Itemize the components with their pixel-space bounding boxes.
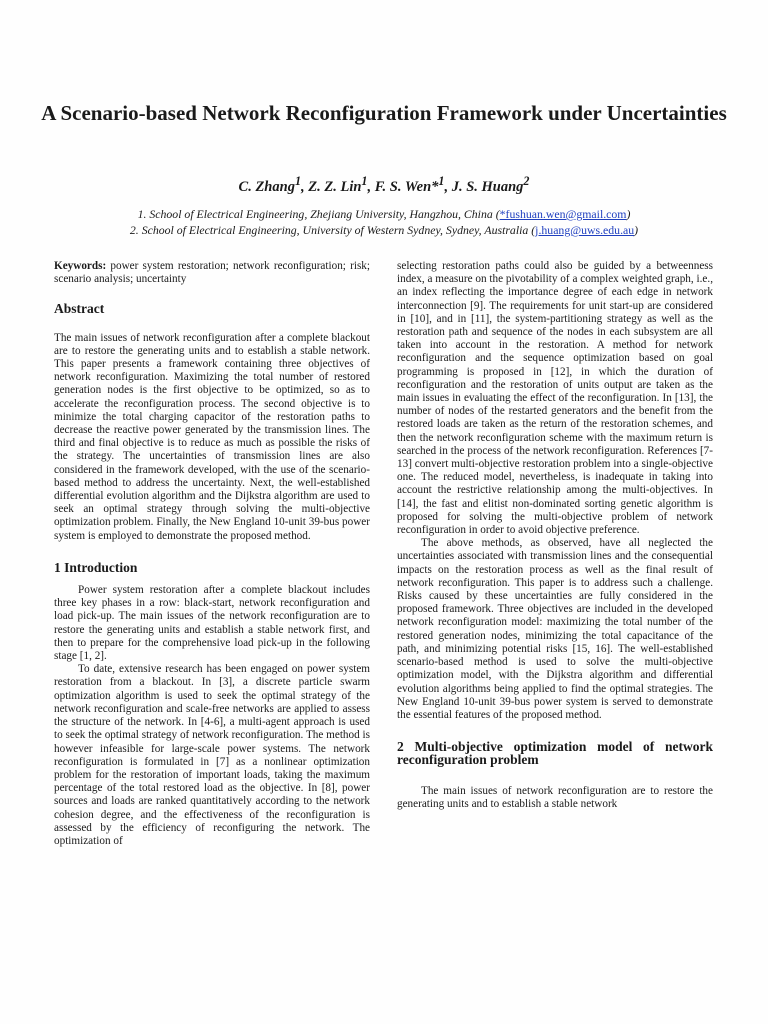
author-affil-sup: 1 [438,174,445,188]
intro-paragraph-2: To date, extensive research has been engaged on power system restoration from a blackout. In [3], a discrete particle swarm optimization algorithm is used to seek the optimal strategy of the network reconfiguration and scale-free networks are applied to assess the structure of the network. In [4-6], a multi-agent approach is used to seek the optimal strategy of network reconfiguration. The method is however infeasible for large-scale power systems. The network reconfiguration is formulated in [7] as a nonlinear optimization problem for the restoration of important loads, taking the maximum percentage of the total restored load as the objective. In [8], power sources and loads are ranked quantitatively according to the network cohesion degree, and the effectiveness of the reconfiguration is assessed by the efficiency of reconfiguring the network. The optimization of [54,663,370,847]
author-affil-sup: 1 [294,174,301,188]
section-2-heading: 2 Multi-objective optimization model of network reconfiguration problem [397,739,713,768]
abstract-heading: Abstract [54,301,105,317]
body-paragraph: selecting restoration paths could also be guided by a betweenness index, a measure on the pivotability of a complex weighted graph, i.e., an index reflecting the importance degree of each edge in network interconnection [9]. The requirements for unit start-up are considered in [10], and in [11], the system-partitioning strategy as well as the restoration path and sequence of the nodes in each subsystem are all taken into account in the restoration. A method for network reconfiguration and the sequence optimization based on goal programming is proposed in [12], in which the duration of reconfiguration and the restoration of units output are taken as the main issues in evaluating the effect of the reconfiguration. In [13], the number of nodes of the restarted generators and the benefit from the restored loads are taken as the return of the restoration schemes, and then the network reconfiguration scheme with the maximum return is searched in the process of the network reconfiguration. References [7-13] convert multi-objective restoration problem into a single-objective one. The reduced model, nevertheless, is inadequate in taking into account the restrictive relationship among the multi-objectives. In [14], the fast and elitist non-dominated sorting genetic algorithm is proposed for solving the multi-objective problem of network reconfiguration in order to avoid objective preference. [397,260,713,537]
email-link[interactable]: j.huang@uws.edu.au [535,223,635,237]
right-column [397,260,713,811]
author-name: F. S. Wen* [374,178,439,195]
body-paragraph: The above methods, as observed, have all neglected the uncertainties associated with transmission lines and the consequential impacts on the restoration process as well as the final result of network reconfiguration. This paper is to address such a challenge. Risks caused by these uncertainties are fully considered in the proposed framework. Three objectives are included in the developed network reconfiguration model: maximizing the total number of the restored generation nodes, minimizing the total capacitance of the path, and minimizing potential risks [15, 16]. The well-established scenario-based method is used to solve the multi-objective optimization model, with the Dijkstra algorithm and differential evolution algorithms being applied to find the optimal strategies. The New England 10-unit 39-bus power system is served to demonstrate the essential features of the proposed method. [397,537,713,721]
paper-title: A Scenario-based Network Reconfiguration Framework under Uncertainties [41,101,727,125]
intro-paragraph-1: Power system restoration after a complete blackout includes three key phases in a row: black-start, network reconfiguration and load pick-up. The main issues of the network reconfiguration are to restore the generating units and establish a stable network first, and then to prepare for the comprehensive load pick-up in the following stage [1, 2]. [54,584,370,663]
affiliation-1: 1. School of Electrical Engineering, Zhejiang University, Hangzhou, China (*fushuan.wen@gmail.com) [137,207,631,221]
section-2-paragraph: The main issues of network reconfiguration are to restore the generating units and to establish a stable network [397,784,713,810]
author-affil-sup: 1 [361,174,368,188]
author-name: C. Zhang [238,178,295,195]
author-affil-sup: 2 [523,174,530,188]
left-column [54,260,370,848]
author-name: Z. Z. Lin [308,178,362,195]
abstract-text: The main issues of network reconfiguration after a complete blackout are to restore the generating units and to establish a stable network. This paper presents a framework containing three objectives of network reconfiguration. Maximizing the total number of restored generation nodes is the first objective to be optimized, so as to accelerate the reconfiguration process. The second objective is to minimize the total charging capacitor of the restoration paths to decrease the reactive power generated by the transmission lines. The third and final objective is to reduce as much as possible the risks of the strategy. The uncertainties of transmission lines are also considered in the framework developed, with the use of the scenario-based method to address the uncertainty. Next, the well-established differential evolution algorithm and the Dijkstra algorithm are used to seek an optimal strategy through solving the multi-objective optimization problem. Finally, the New England 10-unit 39-bus power system is employed to demonstrate the proposed method. [54,331,370,542]
affiliations [40,206,728,238]
email-link[interactable]: *fushuan.wen@gmail.com [499,207,627,221]
author-name: J. S. Huang [451,178,524,195]
author-line: C. Zhang$^1$, Z. Z. Lin$^1$, F. S. Wen*$^1$, J. S. Huang$^2$ [238,174,530,195]
introduction-heading: 1 Introduction [54,559,138,575]
keywords-text: power system restoration; network reconfiguration; risk; scenario analysis; uncertainty [54,260,370,286]
keywords [54,260,370,286]
keywords-label: Keywords: [54,260,107,272]
affiliation-2: 2. School of Electrical Engineering, University of Western Sydney, Sydney, Australia (j.huang@uws.edu.au) [129,223,639,237]
